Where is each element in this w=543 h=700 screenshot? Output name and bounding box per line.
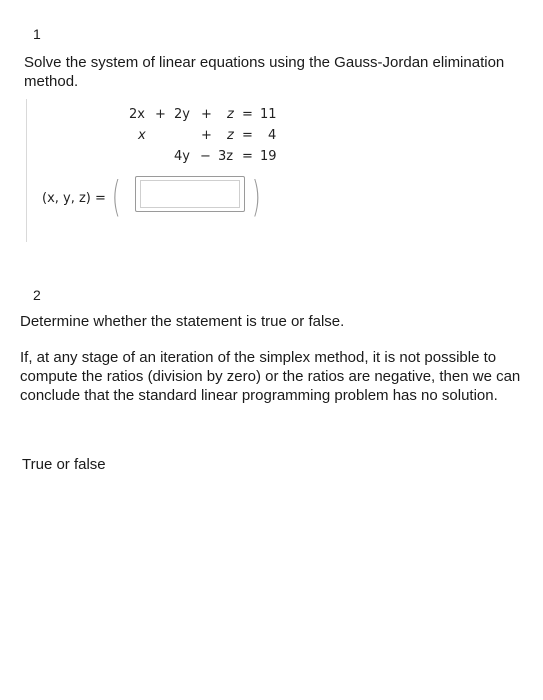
eq1-term-y: 2y <box>174 107 190 122</box>
problem-2-statement: If, at any stage of an iteration of the simplex method, it is not possible to compute the ratios (division by zero) or the ratios are negative, then we can conclude that the standard linear programming problem has no solution. <box>20 349 521 404</box>
right-parenthesis: ) <box>251 172 261 221</box>
problem-1-instruction: Solve the system of linear equations using the Gauss-Jordan elimination method. <box>24 54 505 90</box>
eq3-equals: = <box>242 149 253 164</box>
eq1-rhs: 11 <box>260 107 277 122</box>
eq3-op-2: − <box>200 149 211 164</box>
eq2-op-2: + <box>201 128 212 143</box>
equation-row-3 <box>0 149 543 167</box>
eq1-op-2: + <box>201 107 212 122</box>
problem-1-number: 1 <box>33 26 41 42</box>
answer-input-field[interactable] <box>140 180 240 208</box>
eq2-rhs: 4 <box>268 128 277 143</box>
eq1-op-1: + <box>155 107 166 122</box>
eq3-term-y: 4y <box>174 149 190 164</box>
eq1-term-z: z <box>227 107 234 122</box>
eq3-term-z: 3z <box>218 149 234 164</box>
equation-row-2 <box>0 128 543 146</box>
eq1-term-x: 2x <box>129 107 145 122</box>
eq2-equals: = <box>242 128 253 143</box>
equation-row-1 <box>0 107 543 125</box>
eq2-term-x: x <box>138 128 146 143</box>
eq1-equals: = <box>242 107 253 122</box>
eq2-term-z: z <box>227 128 234 143</box>
eq3-rhs: 19 <box>260 149 277 164</box>
left-parenthesis: ( <box>111 172 121 221</box>
answer-label-xyz: (x, y, z) = <box>42 191 106 206</box>
problem-2-number: 2 <box>33 287 41 303</box>
true-or-false-label: True or false <box>22 456 106 473</box>
problem-2-instruction: Determine whether the statement is true or false. <box>20 313 345 330</box>
answer-input-xyz[interactable] <box>135 176 245 212</box>
